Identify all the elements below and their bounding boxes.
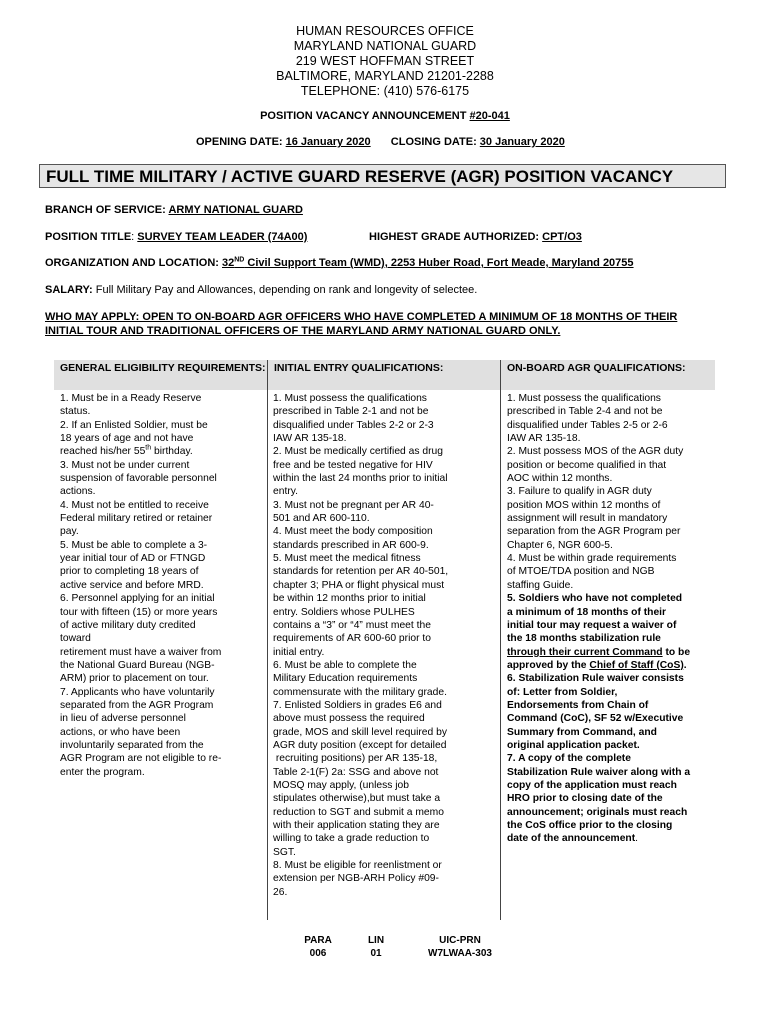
general-line: 3. Must not be under current bbox=[60, 459, 190, 471]
initial-line: AGR duty position (except for detailed bbox=[273, 739, 447, 751]
opening-date: 16 January 2020 bbox=[285, 136, 371, 148]
header-phone: TELEPHONE: (410) 576-6175 bbox=[300, 84, 470, 98]
page-title: FULL TIME MILITARY / ACTIVE GUARD RESERVE (AGR) POSITION VACANCY bbox=[39, 164, 726, 188]
organization-num: 32 bbox=[222, 257, 235, 269]
initial-line: stipulates otherwise),but must take a bbox=[273, 793, 441, 805]
who-may-apply-line2: INITIAL TOUR AND TRADITIONAL OFFICERS OF THE MARYLAND ARMY NATIONAL GUARD ONLY. bbox=[45, 325, 561, 337]
onboard-line: Endorsements from Chain of bbox=[507, 699, 649, 711]
para-label: PARA bbox=[304, 935, 332, 946]
who-may-apply-line1: WHO MAY APPLY: OPEN TO ON-BOARD AGR OFFICERS WHO HAVE COMPLETED A MINIMUM OF 18 MONTHS OF THEIR bbox=[45, 311, 678, 323]
general-line: actions, or who have been bbox=[60, 726, 181, 738]
onboard-line: staffing Guide. bbox=[507, 579, 574, 591]
general-line: year initial tour of AD or FTNGD bbox=[60, 553, 206, 565]
initial-line: MOSQ may apply, (unless job bbox=[273, 779, 410, 791]
initial-line: contains a “3” or “4” must meet the bbox=[273, 619, 431, 631]
salary-label: SALARY: bbox=[45, 284, 93, 296]
general-line: retirement must have a waiver from bbox=[60, 646, 222, 658]
onboard-line: 4. Must be within grade requirements bbox=[507, 553, 677, 565]
lin-value: 01 bbox=[370, 948, 382, 959]
initial-line: 7. Enlisted Soldiers in grades E6 and bbox=[273, 699, 442, 711]
general-line: suspension of favorable personnel bbox=[60, 473, 217, 485]
who-may-apply bbox=[45, 310, 677, 338]
general-line: ARM) prior to placement on tour. bbox=[60, 673, 209, 685]
general-line: status. bbox=[60, 406, 91, 418]
onboard-line: position MOS within 12 months of bbox=[507, 499, 661, 511]
onboard-line: prescribed in Table 2-4 and not be bbox=[507, 406, 663, 418]
general-line: active service and before MRD. bbox=[60, 579, 204, 591]
onboard-line bbox=[507, 659, 727, 672]
onboard-line: 7. A copy of the complete bbox=[507, 753, 631, 765]
branch-label: BRANCH OF SERVICE: bbox=[45, 204, 169, 216]
opening-label: OPENING DATE: bbox=[196, 136, 286, 148]
column-divider-2 bbox=[500, 360, 501, 920]
initial-line: 6. Must be able to complete the bbox=[273, 659, 417, 671]
initial-line: disqualified under Tables 2-2 or 2-3 bbox=[273, 419, 434, 431]
hro-header bbox=[0, 24, 770, 99]
announcement-number: #20-041 bbox=[469, 110, 510, 122]
general-line: 1. Must be in a Ready Reserve bbox=[60, 393, 202, 404]
initial-line: 1. Must possess the qualifications bbox=[273, 393, 427, 404]
initial-line: standards for retention per AR 40-501, bbox=[273, 566, 449, 578]
onboard-line: 3. Failure to qualify in AGR duty bbox=[507, 486, 652, 498]
footer-lin bbox=[358, 934, 394, 960]
onboard-line: the CoS office prior to the closing bbox=[507, 820, 673, 831]
onboard-line: of MTOE/TDA position and NGB bbox=[507, 566, 655, 578]
announcement-line bbox=[0, 110, 770, 122]
position-value: SURVEY TEAM LEADER (74A00) bbox=[137, 231, 308, 243]
initial-line: 2. Must be medically certified as drug bbox=[273, 446, 443, 458]
general-line: toward bbox=[60, 633, 91, 645]
general-heading: GENERAL ELIGIBILITY REQUIREMENTS: bbox=[54, 360, 267, 390]
general-line: prior to completing 18 years of bbox=[60, 566, 199, 578]
onboard-line: a minimum of 18 months of their bbox=[507, 606, 667, 618]
onboard-line: Chapter 6, NGR 600-5. bbox=[507, 539, 613, 551]
lin-label: LIN bbox=[367, 935, 385, 946]
onboard-agr-qualifications bbox=[507, 392, 727, 846]
onboard-line-text: Chief of Staff (CoS) bbox=[589, 659, 684, 671]
closing-label: CLOSING DATE: bbox=[390, 136, 480, 148]
general-line bbox=[60, 445, 267, 458]
initial-line: commensurate with the military grade. bbox=[273, 686, 447, 698]
initial-line: be within 12 months prior to initial bbox=[273, 593, 426, 605]
initial-line: extension per NGB-ARH Policy #09- bbox=[273, 873, 439, 885]
header-guard: MARYLAND NATIONAL GUARD bbox=[293, 39, 477, 53]
initial-line: recruiting positions) per AR 135-18, bbox=[273, 753, 438, 765]
initial-line: Military Education requirements bbox=[273, 673, 418, 685]
initial-entry-qualifications bbox=[273, 392, 499, 899]
onboard-line-text: to be bbox=[662, 646, 691, 658]
onboard-line: IAW AR 135-18. bbox=[507, 433, 581, 445]
initial-line: chapter 3; PHA or flight physical must bbox=[273, 579, 445, 591]
initial-line: requirements of AR 600-60 prior to bbox=[273, 633, 431, 645]
initial-line: 4. Must meet the body composition bbox=[273, 526, 433, 538]
header-office: HUMAN RESOURCES OFFICE bbox=[296, 24, 474, 38]
general-line: actions. bbox=[60, 486, 96, 498]
initial-line: SGT. bbox=[273, 846, 296, 858]
onboard-line-text: date of the announcement bbox=[507, 833, 636, 845]
grade-value: CPT/O3 bbox=[542, 231, 582, 243]
uic-value: W7LWAA-303 bbox=[428, 948, 492, 959]
initial-line: Table 2-1(F) 2a: SSG and above not bbox=[273, 766, 439, 778]
branch-value: ARMY NATIONAL GUARD bbox=[168, 204, 303, 216]
general-line: 4. Must not be entitled to receive bbox=[60, 499, 209, 511]
initial-line: 8. Must be eligible for reenlistment or bbox=[273, 860, 442, 872]
position-colon: : bbox=[131, 231, 138, 243]
initial-heading: INITIAL ENTRY QUALIFICATIONS: bbox=[268, 360, 500, 390]
announcement-label: POSITION VACANCY ANNOUNCEMENT bbox=[260, 110, 470, 122]
general-line-text: birthday. bbox=[151, 446, 193, 458]
onboard-line: Summary from Command, and bbox=[507, 726, 657, 738]
organization-line bbox=[45, 257, 634, 269]
general-line: of active military duty credited bbox=[60, 619, 196, 631]
organization-label: ORGANIZATION AND LOCATION: bbox=[45, 257, 222, 269]
onboard-line: initial tour may request a waiver of bbox=[507, 619, 677, 631]
organization-sup: ND bbox=[234, 256, 245, 264]
onboard-line bbox=[507, 832, 727, 845]
onboard-line: 6. Stabilization Rule waiver consists bbox=[507, 673, 684, 685]
onboard-line: AOC within 12 months. bbox=[507, 473, 613, 485]
initial-line: 5. Must meet the medical fitness bbox=[273, 553, 421, 565]
grade-line bbox=[369, 231, 582, 243]
general-line: 2. If an Enlisted Soldier, must be bbox=[60, 419, 208, 431]
initial-line: 501 and AR 600-110. bbox=[273, 513, 370, 525]
general-line: 6. Personnel applying for an initial bbox=[60, 593, 215, 605]
footer-para bbox=[296, 934, 340, 960]
onboard-line: 1. Must possess the qualifications bbox=[507, 393, 661, 404]
header-city: BALTIMORE, MARYLAND 21201-2288 bbox=[276, 69, 494, 83]
uic-label: UIC-PRN bbox=[439, 935, 481, 946]
footer-uic bbox=[418, 934, 502, 960]
general-line: pay. bbox=[60, 526, 79, 538]
general-line: tour with fifteen (15) or more years bbox=[60, 606, 218, 618]
initial-line: above must possess the required bbox=[273, 713, 425, 725]
position-label: POSITION TITLE bbox=[45, 231, 132, 243]
onboard-line: 5. Soldiers who have not completed bbox=[507, 593, 683, 605]
general-line: 5. Must be able to complete a 3- bbox=[60, 539, 208, 551]
onboard-line-text: approved by the bbox=[507, 659, 590, 671]
onboard-line: disqualified under Tables 2-5 or 2-6 bbox=[507, 419, 668, 431]
initial-line: grade, MOS and skill level required by bbox=[273, 726, 447, 738]
initial-line: prescribed in Table 2-1 and not be bbox=[273, 406, 429, 418]
onboard-line-text: . bbox=[683, 659, 687, 671]
grade-label: HIGHEST GRADE AUTHORIZED: bbox=[369, 231, 543, 243]
onboard-line: announcement; originals must reach bbox=[507, 806, 688, 818]
general-line: AGR Program are not eligible to re- bbox=[60, 753, 222, 765]
initial-line: standards prescribed in AR 600-9. bbox=[273, 539, 429, 551]
organization-value: Civil Support Team (WMD), 2253 Huber Road, Fort Meade, Maryland 20755 bbox=[244, 257, 634, 269]
column-divider-1 bbox=[267, 360, 268, 920]
onboard-line: separation from the AGR Program per bbox=[507, 526, 681, 538]
initial-line: within the last 24 months prior to initial bbox=[273, 473, 448, 485]
initial-line: 26. bbox=[273, 886, 288, 898]
general-line: involuntarily separated from the bbox=[60, 739, 204, 751]
general-requirements bbox=[60, 392, 267, 779]
general-line-sup: th bbox=[145, 444, 152, 452]
initial-line: entry. bbox=[273, 486, 298, 498]
general-line: 18 years of age and not have bbox=[60, 433, 194, 445]
initial-line: initial entry. bbox=[273, 646, 325, 658]
onboard-heading: ON-BOARD AGR QUALIFICATIONS: bbox=[501, 360, 715, 390]
initial-line: IAW AR 135-18. bbox=[273, 433, 347, 445]
general-line: the National Guard Bureau (NGB- bbox=[60, 659, 215, 671]
initial-line: entry. Soldiers whose PULHES bbox=[273, 606, 415, 618]
closing-date: 30 January 2020 bbox=[479, 136, 565, 148]
initial-line: free and be tested negative for HIV bbox=[273, 459, 433, 471]
salary-value: Full Military Pay and Allowances, depending on rank and longevity of selectee. bbox=[92, 284, 478, 296]
salary-line bbox=[45, 284, 477, 296]
onboard-line: Stabilization Rule waiver along with a bbox=[507, 766, 691, 778]
onboard-line: Command (CoC), SF 52 w/Executive bbox=[507, 713, 684, 725]
general-line: Federal military retired or retainer bbox=[60, 513, 213, 525]
initial-line: willing to take a grade reduction to bbox=[273, 833, 430, 845]
onboard-line: of: Letter from Soldier, bbox=[507, 686, 618, 698]
onboard-line: HRO prior to closing date of the bbox=[507, 793, 663, 805]
onboard-line: original application packet. bbox=[507, 739, 640, 751]
onboard-line-text: . bbox=[635, 833, 639, 845]
onboard-line: the 18 months stabilization rule bbox=[507, 633, 661, 645]
general-line: in lieu of adverse personnel bbox=[60, 713, 186, 725]
general-line: enter the program. bbox=[60, 766, 145, 778]
general-line: 7. Applicants who have voluntarily bbox=[60, 686, 215, 698]
onboard-line-text: through their current Command bbox=[507, 646, 663, 658]
onboard-line: position or become qualified in that bbox=[507, 459, 667, 471]
position-line bbox=[45, 231, 307, 243]
onboard-line bbox=[507, 646, 727, 659]
dates-line bbox=[196, 136, 565, 148]
initial-line: with their application stating they are bbox=[273, 820, 440, 831]
general-line: separated from the AGR Program bbox=[60, 699, 214, 711]
general-line-text: reached his/her 55 bbox=[60, 446, 146, 458]
para-value: 006 bbox=[309, 948, 327, 959]
onboard-line: copy of the application must reach bbox=[507, 779, 677, 791]
onboard-line: 2. Must possess MOS of the AGR duty bbox=[507, 446, 684, 458]
branch-line bbox=[45, 204, 303, 216]
initial-line: reduction to SGT and submit a memo bbox=[273, 806, 444, 818]
onboard-line: assignment will result in mandatory bbox=[507, 513, 668, 525]
header-street: 219 WEST HOFFMAN STREET bbox=[295, 54, 475, 68]
initial-line: 3. Must not be pregnant per AR 40- bbox=[273, 499, 434, 511]
